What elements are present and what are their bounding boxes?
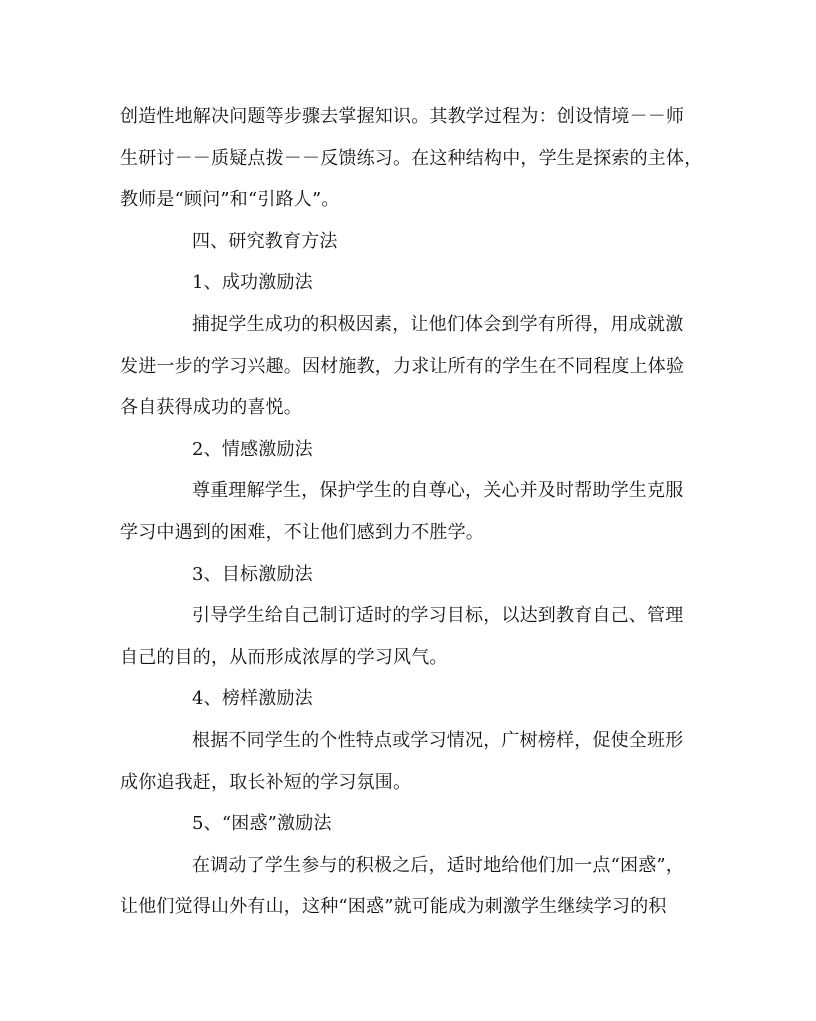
subsection-heading: 1、成功激励法 (192, 272, 313, 294)
subsection-heading: 2、情感激励法 (192, 438, 313, 460)
paragraph-line: 根据不同学生的个性特点或学习情况，广树榜样，促使全班形 (192, 729, 684, 751)
paragraph-line: 各自获得成功的喜悦。 (120, 397, 302, 419)
paragraph-line: 自己的目的，从而形成浓厚的学习风气。 (120, 646, 448, 668)
paragraph-line: 捕捉学生成功的积极因素，让他们体会到学有所得，用成就激 (192, 313, 684, 335)
paragraph-line: 尊重理解学生，保护学生的自尊心，关心并及时帮助学生克服 (192, 480, 684, 502)
section-heading: 四、研究教育方法 (192, 230, 338, 252)
paragraph-line: 教师是“顾问”和“引路人”。 (120, 189, 340, 211)
paragraph-line: 学习中遇到的困难，不让他们感到力不胜学。 (120, 521, 484, 543)
paragraph-line: 引导学生给自己制订适时的学习目标，以达到教育自己、管理 (192, 605, 684, 627)
document-body (120, 96, 703, 928)
subsection-heading: 3、目标激励法 (192, 563, 313, 585)
paragraph-line: 发进一步的学习兴趣。因材施教，力求让所有的学生在不同程度上体验 (120, 355, 685, 377)
paragraph-line: 生研讨－－质疑点拨－－反馈练习。在这种结构中，学生是探索的主体， (120, 147, 703, 169)
paragraph-line: 创造性地解决问题等步骤去掌握知识。其教学过程为：创设情境－－师 (120, 106, 685, 127)
paragraph-line: 让他们觉得山外有山，这种“困惑”就可能成为刺激学生继续学习的积 (120, 896, 667, 918)
paragraph-line: 在调动了学生参与的积极之后，适时地给他们加一点“困惑”， (192, 854, 685, 876)
paragraph-line: 成你追我赶，取长补短的学习氛围。 (120, 771, 412, 793)
subsection-heading: 4、榜样激励法 (192, 688, 313, 710)
subsection-heading: 5、“困惑”激励法 (192, 813, 332, 835)
